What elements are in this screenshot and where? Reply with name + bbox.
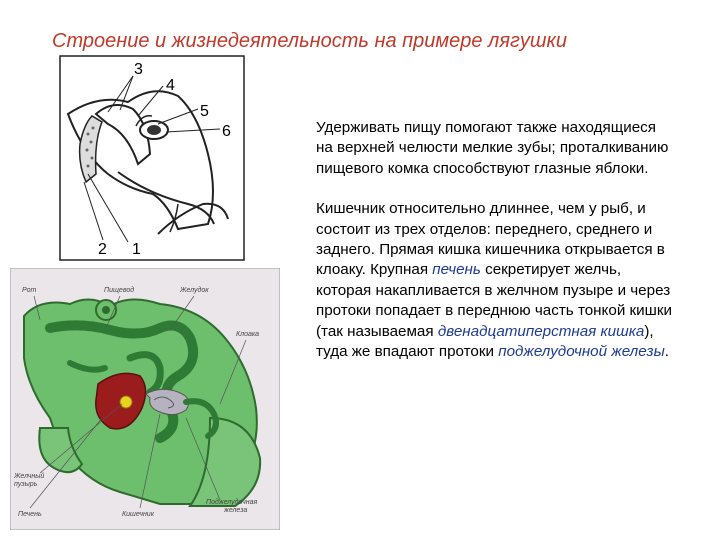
label-2: 2: [98, 241, 107, 258]
highlight-pancreas: поджелудочной железы: [498, 343, 665, 361]
text-segment: .: [664, 343, 669, 361]
label-6: 6: [222, 123, 231, 140]
text-segment: ), туда же впадают протоки: [316, 322, 654, 361]
text-segment: Кишечник относительно длиннее, чем у рыб, и состоит из трех отделов: переднего, среднего и заднего. Прямая кишка кишечника открывается в клоаку. Крупная: [316, 200, 665, 279]
label-kishechnik: Кишечник: [122, 511, 155, 518]
label-1: 1: [132, 241, 141, 258]
description-text: [316, 118, 676, 362]
paragraph-teeth: Удерживать пищу помогают также находящиеся на верхней челюсти мелкие зубы; проталкиванию пищевого комка способствуют глазные яблоки.: [316, 119, 669, 177]
label-zheludok: Желудок: [180, 287, 209, 294]
frog-head-diagram: [58, 54, 246, 262]
label-zhelchny-1: Желчный: [14, 473, 45, 480]
label-kloaka: Клоака: [236, 331, 260, 338]
label-4: 4: [166, 77, 175, 94]
paragraph-intestine: [316, 199, 676, 362]
label-podzhel-1: Поджелудочная: [206, 499, 258, 506]
label-zhelchny-2: пузырь: [14, 481, 38, 488]
frog-digestive-diagram: [10, 268, 280, 530]
text-segment: секретирует желчь, которая накапливается в желчном пузыре и через протоки попадает в переднюю часть тонкой кишки (так называемая: [316, 261, 672, 340]
label-pishchevod: Пищевод: [104, 287, 135, 294]
page-title: Строение и жизнедеятельность на примере лягушки: [52, 30, 568, 52]
highlight-duodenum: двенадцатиперстная кишка: [437, 322, 645, 340]
highlight-liver: печень: [432, 261, 481, 279]
label-pechen: Печень: [18, 511, 42, 518]
label-5: 5: [200, 103, 209, 120]
label-podzhel-2: железа: [224, 507, 248, 514]
label-rot: Рот: [22, 287, 37, 294]
label-3: 3: [134, 61, 143, 78]
